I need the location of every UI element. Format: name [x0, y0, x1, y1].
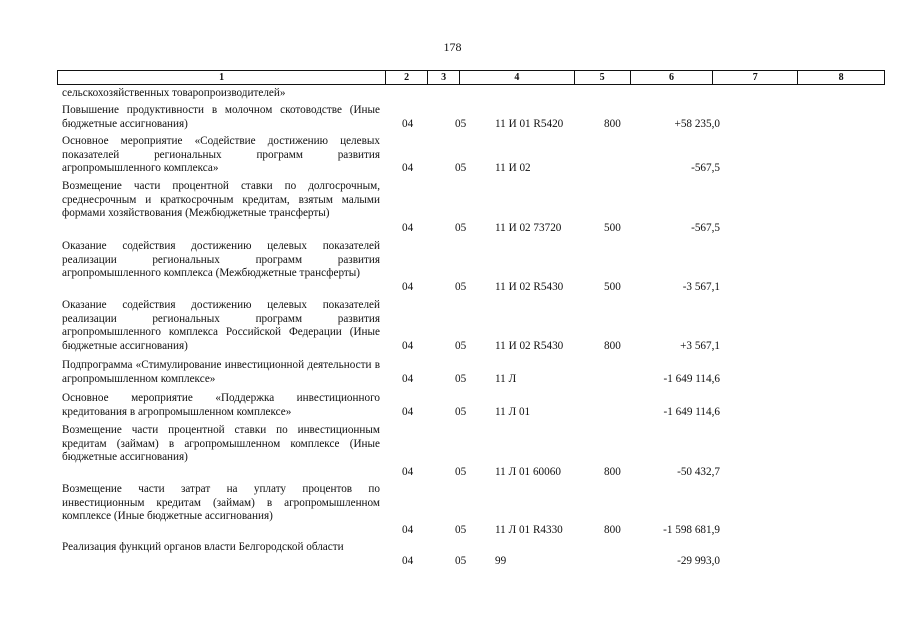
row-target-article: 11 Л 01 — [495, 405, 531, 418]
header-col-6: 6 — [631, 71, 714, 84]
row-expense-type: 500 — [604, 280, 621, 293]
table-body — [0, 87, 905, 568]
page-number: 178 — [443, 40, 462, 54]
row-section-code: 04 — [402, 523, 414, 536]
row-amount: +58 235,0 — [674, 117, 720, 130]
row-description: Возмещение части процентной ставки по долгосрочным, среднесрочным и краткосрочным кредитам, взятым малыми формами хозяйствования (Межбюджетные трансферты) — [62, 180, 380, 219]
row-section-code: 04 — [402, 405, 414, 418]
table-header-row — [57, 70, 885, 85]
row-description: Возмещение части процентной ставки по инвестиционным кредитам (займам) в агропромышленном комплексе (Иные бюджетные ассигнования) — [62, 424, 380, 463]
row-expense-type: 800 — [604, 465, 621, 478]
row-section-code: 04 — [402, 465, 414, 478]
table-row — [0, 131, 905, 175]
header-col-8: 8 — [838, 72, 844, 83]
row-subsection-code: 05 — [455, 554, 467, 567]
row-section-code: 04 — [402, 161, 414, 174]
row-target-article: 11 И 02 73720 — [495, 221, 562, 234]
row-amount: -29 993,0 — [677, 554, 720, 567]
row-description: Реализация функций органов власти Белгородской области — [62, 541, 344, 553]
row-amount: -567,5 — [691, 221, 720, 234]
row-subsection-code: 05 — [455, 221, 467, 234]
row-description: сельскохозяйственных товаропроизводителей» — [62, 87, 286, 99]
header-col-4: 4 — [460, 71, 575, 84]
header-col-7: 7 — [713, 71, 798, 84]
row-section-code: 04 — [402, 117, 414, 130]
table-row — [0, 175, 905, 235]
header-col-2: 2 — [386, 71, 428, 84]
table-row — [0, 294, 905, 353]
row-subsection-code: 05 — [455, 372, 467, 385]
row-subsection-code: 05 — [455, 523, 467, 536]
row-section-code: 04 — [402, 221, 414, 234]
row-target-article: 11 И 01 R5420 — [495, 117, 564, 130]
row-expense-type: 800 — [604, 339, 621, 352]
table-row — [0, 235, 905, 294]
row-description: Основное мероприятие «Поддержка инвестиционного кредитования в агропромышленном комплексе» — [62, 392, 380, 418]
row-expense-type: 800 — [604, 523, 621, 536]
table-row — [0, 537, 905, 568]
row-subsection-code: 05 — [455, 117, 467, 130]
header-col-1: 1 — [58, 71, 386, 84]
row-target-article: 11 Л 01 R4330 — [495, 523, 563, 536]
row-amount: -50 432,7 — [677, 465, 720, 478]
table-row — [0, 419, 905, 479]
table-row — [0, 479, 905, 537]
row-section-code: 04 — [402, 372, 414, 385]
row-target-article: 11 Л 01 60060 — [495, 465, 561, 478]
row-expense-type: 800 — [604, 117, 621, 130]
row-amount: -1 598 681,9 — [663, 523, 720, 536]
row-subsection-code: 05 — [455, 161, 467, 174]
row-amount: -3 567,1 — [682, 280, 720, 293]
row-description: Повышение продуктивности в молочном скотоводстве (Иные бюджетные ассигнования) — [62, 104, 380, 130]
row-subsection-code: 05 — [455, 465, 467, 478]
row-section-code: 04 — [402, 554, 414, 567]
row-description: Оказание содействия достижению целевых показателей реализации региональных программ развития агропромышленного комплекса Российской Федерации (Иные бюджетные ассигнования) — [62, 299, 380, 352]
row-description: Возмещение части затрат на уплату процентов по инвестиционным кредитам (займам) в агропромышленном комплексе (Иные бюджетные ассигнования) — [62, 483, 380, 522]
row-description: Оказание содействия достижению целевых показателей реализации региональных программ развития агропромышленного комплекса (Межбюджетные трансферты) — [62, 240, 380, 279]
row-section-code: 04 — [402, 280, 414, 293]
row-target-article: 11 Л — [495, 372, 517, 385]
table-row — [0, 87, 905, 102]
row-target-article: 99 — [495, 554, 507, 567]
row-subsection-code: 05 — [455, 339, 467, 352]
header-col-5: 5 — [575, 71, 631, 84]
table-row — [0, 353, 905, 386]
row-description: Подпрограмма «Стимулирование инвестиционной деятельности в агропромышленном комплексе» — [62, 359, 380, 385]
row-description: Основное мероприятие «Содействие достижению целевых показателей региональных программ развития агропромышленного комплекса» — [62, 135, 380, 174]
row-subsection-code: 05 — [455, 405, 467, 418]
row-subsection-code: 05 — [455, 280, 467, 293]
row-amount: -567,5 — [691, 161, 720, 174]
row-amount: -1 649 114,6 — [663, 372, 720, 385]
table-row — [0, 102, 905, 131]
row-target-article: 11 И 02 R5430 — [495, 280, 564, 293]
row-expense-type: 500 — [604, 221, 621, 234]
table-row — [0, 386, 905, 419]
row-section-code: 04 — [402, 339, 414, 352]
row-amount: +3 567,1 — [680, 339, 720, 352]
row-target-article: 11 И 02 R5430 — [495, 339, 564, 352]
header-col-3: 3 — [428, 71, 460, 84]
row-target-article: 11 И 02 — [495, 161, 531, 174]
row-amount: -1 649 114,6 — [663, 405, 720, 418]
